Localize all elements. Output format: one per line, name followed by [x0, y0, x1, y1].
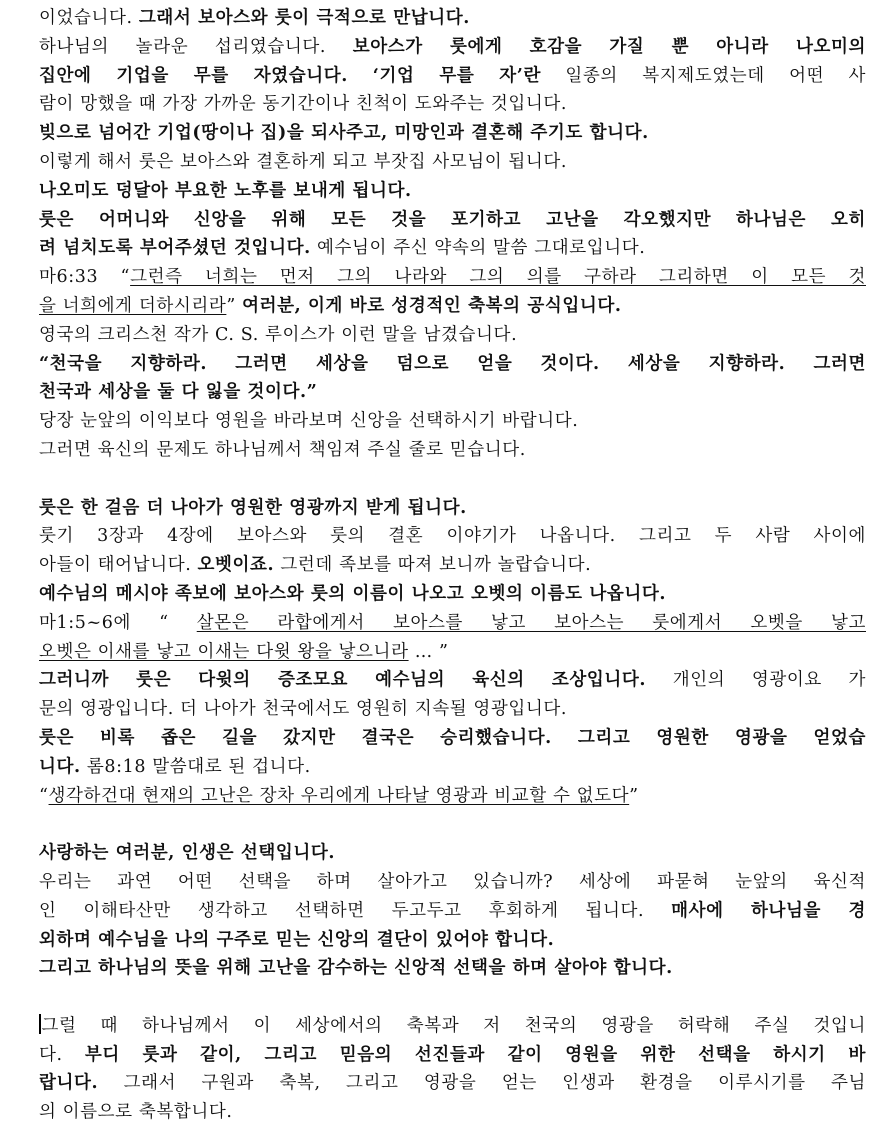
- text-run: “천국을 지향하라. 그러면 세상을 덤으로 얻을 것이다. 세상을 지향하라. 그러면: [39, 353, 866, 374]
- text-line: [39, 234, 866, 263]
- text-run: 랍니다.: [39, 1073, 99, 1094]
- text-line: [39, 954, 866, 983]
- text-run: 룻은 비록 좁은 길을 갔지만 결국은 승리했습니다. 그리고 영원한 영광을 얻었습: [39, 727, 866, 748]
- text-line: [39, 1012, 866, 1041]
- text-line: [39, 897, 866, 926]
- text-run: 외하며 예수님을 나의 구주로 믿는 신앙의 결단이 있어야 합니다.: [39, 929, 555, 950]
- text-run: … ”: [408, 641, 449, 662]
- text-run: 사랑하는 여러분, 인생은 선택입니다.: [39, 843, 336, 864]
- text-run: 예수님의 메시야 족보에 보아스와 룻의 이름이 나오고 오벳의 이름도 나옵니다.: [39, 583, 667, 604]
- text-line: [39, 263, 866, 292]
- text-line: [39, 839, 866, 868]
- text-line: [39, 868, 866, 897]
- text-run: 예수님이 주신 약속의 말씀 그대로입니다.: [310, 238, 646, 259]
- text-cursor: [39, 1014, 41, 1034]
- blank-line: [39, 983, 866, 1012]
- scripture-quote: 살몬은 라합에게서 보아스를 낳고 보아스는 룻에게서 오벳을 낳고: [196, 612, 866, 633]
- text-run: 룻기 3장과 4장에 보아스와 룻의 결혼 이야기가 나옵니다. 그리고 두 사람 사이에: [39, 526, 866, 547]
- text-line: [39, 4, 866, 33]
- text-line: [39, 90, 866, 119]
- text-run: ”: [629, 785, 639, 806]
- text-line: [39, 148, 866, 177]
- text-run: 개인의 영광이요 가: [646, 670, 866, 691]
- text-run: 여러분, 이게 바로 성경적인 축복의 공식입니다.: [242, 295, 622, 316]
- text-run: 그리고 하나님의 뜻을 위해 고난을 감수하는 신앙적 선택을 하며 살아야 합니다.: [39, 958, 673, 979]
- text-line: [39, 62, 866, 91]
- blank-line: [39, 465, 866, 494]
- text-line: [39, 321, 866, 350]
- text-line: [39, 753, 866, 782]
- text-run: 려 넘치도록 부어주셨던 것입니다.: [39, 238, 311, 259]
- text-run: “: [39, 785, 49, 806]
- text-run: 우리는 과연 어떤 선택을 하며 살아가고 있습니까? 세상에 파묻혀 눈앞의 육신적: [39, 871, 866, 892]
- text-run: 영국의 크리스천 작가 C. S. 루이스가 이런 말을 남겼습니다.: [39, 324, 518, 345]
- scripture-quote: 오벳은 이새를 낳고 이새는 다윗 왕을 낳으니라: [39, 641, 409, 662]
- text-line: [39, 551, 866, 580]
- text-run: 문의 영광입니다. 더 나아가 천국에서도 영원히 지속될 영광입니다.: [39, 699, 568, 720]
- text-run: 아들이 태어납니다.: [39, 555, 198, 576]
- text-run: 하나님의 놀라운 섭리였습니다.: [39, 36, 353, 57]
- text-run: 그런데 족보를 따져 보니까 놀랍습니다.: [274, 555, 592, 576]
- text-line: [39, 494, 866, 523]
- text-line: [39, 695, 866, 724]
- text-run: 그러면 육신의 문제도 하나님께서 책임져 주실 줄로 믿습니다.: [39, 439, 526, 460]
- text-run: 이었습니다.: [39, 8, 139, 28]
- text-line: [39, 1098, 866, 1127]
- text-run: 니다.: [39, 756, 81, 777]
- text-run: 당장 눈앞의 이익보다 영원을 바라보며 신앙을 선택하시기 바랍니다.: [39, 411, 579, 432]
- text-run: 마6:33 “: [39, 267, 131, 288]
- text-line: [39, 638, 866, 667]
- text-run: 보아스가 룻에게 호감을 가질 뿐 아니라 나오미의: [352, 36, 866, 57]
- text-run: 람이 망했을 때 가장 가까운 동기간이나 친척이 도와주는 것입니다.: [39, 94, 568, 115]
- text-line: [39, 580, 866, 609]
- text-run: 천국과 세상을 둘 다 잃을 것이다.”: [39, 382, 318, 403]
- text-run: 롬8:18 말씀대로 된 겁니다.: [80, 756, 311, 777]
- text-run: 부디 룻과 같이, 그리고 믿음의 선진들과 같이 영원을 위한 선택을 하시기 바: [84, 1044, 866, 1065]
- text-run: 일종의 복지제도였는데 어떤 사: [541, 65, 866, 86]
- text-line: [39, 724, 866, 753]
- text-line: [39, 1069, 866, 1098]
- text-run: 룻은 한 걸음 더 나아가 영원한 영광까지 받게 됩니다.: [39, 497, 467, 518]
- text-line: [39, 177, 866, 206]
- scripture-quote: 그런즉 너희는 먼저 그의 나라와 그의 의를 구하라 그리하면 이 모든 것: [130, 267, 866, 288]
- text-line: [39, 666, 866, 695]
- text-line: [39, 206, 866, 235]
- blank-line: [39, 810, 866, 839]
- text-run: ”: [226, 295, 243, 316]
- text-run: 인 이해타산만 생각하고 선택하면 두고두고 후회하게 됩니다.: [39, 900, 672, 921]
- text-line: [39, 522, 866, 551]
- text-run: 오벳이죠.: [197, 555, 275, 576]
- text-run: 그러니까 룻은 다윗의 증조모요 예수님의 육신의 조상입니다.: [39, 670, 647, 691]
- text-line: [39, 782, 866, 811]
- text-line: [39, 407, 866, 436]
- text-run: 이렇게 해서 룻은 보아스와 결혼하게 되고 부잣집 사모님이 됩니다.: [39, 151, 568, 172]
- text-run: 집안에 기업을 무를 자였습니다. ‘기업 무를 자’란: [39, 65, 541, 86]
- text-run: 의 이름으로 축복합니다.: [39, 1102, 233, 1123]
- text-line: [39, 33, 866, 62]
- text-run: 매사에 하나님을 경: [671, 900, 866, 921]
- text-line: [39, 609, 866, 638]
- text-line: [39, 119, 866, 148]
- text-line: [39, 436, 866, 465]
- text-line: [39, 1041, 866, 1070]
- text-run: 마1:5~6에 “: [39, 612, 197, 633]
- text-run: 그럴 때 하나님께서 이 세상에서의 축복과 저 천국의 영광을 허락해 주실 것입니: [41, 1015, 866, 1036]
- text-line: [39, 378, 866, 407]
- text-run: 빚으로 넘어간 기업(땅이나 집)을 되사주고, 미망인과 결혼해 주기도 합니다.: [39, 123, 649, 144]
- scripture-quote: 을 너희에게 더하시리라: [39, 295, 227, 316]
- text-run: 나오미도 덩달아 부요한 노후를 보내게 됩니다.: [39, 180, 412, 201]
- text-run: 그래서 보아스와 룻이 극적으로 만납니다.: [138, 8, 470, 28]
- text-line: [39, 350, 866, 379]
- text-run: 다.: [39, 1044, 85, 1065]
- scripture-quote: 생각하건대 현재의 고난은 장차 우리에게 나타날 영광과 비교할 수 없도다: [48, 785, 630, 806]
- text-line: [39, 926, 866, 955]
- text-run: 그래서 구원과 축복, 그리고 영광을 얻는 인생과 환경을 이루시기를 주님: [98, 1073, 866, 1094]
- text-run: 룻은 어머니와 신앙을 위해 모든 것을 포기하고 고난을 각오했지만 하나님은 오히: [39, 209, 866, 230]
- text-line: [39, 292, 866, 321]
